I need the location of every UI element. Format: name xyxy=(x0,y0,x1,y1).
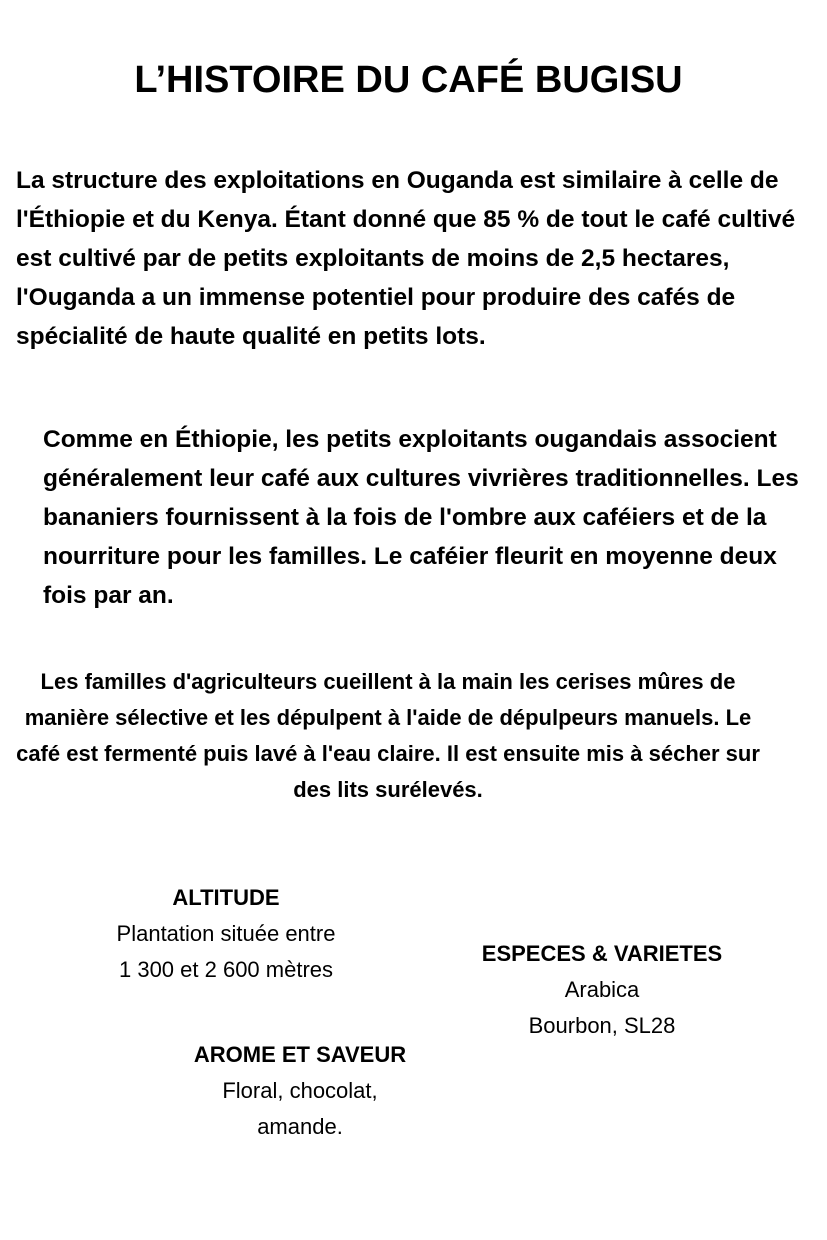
altitude-line-2: 1 300 et 2 600 mètres xyxy=(118,957,334,982)
species-line-1: Arabica xyxy=(564,977,640,1002)
page-title: L’HISTOIRE DU CAFÉ BUGISU xyxy=(134,59,683,101)
species-varieties-heading: ESPECES & VARIETES xyxy=(481,941,723,966)
paragraph-harvest-process: Les familles d'agriculteurs cueillent à la main les cerises mûres de manière sélective et les dépulpent à l'aide de dépulpeurs manuels. Le café est fermenté puis lavé à l'eau claire. Il est ensuite mis à sécher sur des lits surélevés. xyxy=(16,669,760,802)
paragraph-crop-association: Comme en Éthiopie, les petits exploitants ougandais associent généralement leur café aux cultures vivrières traditionnelles. Les bananiers fournissent à la fois de l'ombre aux caféiers et de la nourriture pour les familles. Le caféier fleurit en moyenne deux fois par an. xyxy=(43,426,799,609)
altitude-line-1: Plantation située entre xyxy=(116,921,336,946)
paragraph-farm-structure: La structure des exploitations en Ouganda est similaire à celle de l'Éthiopie et du Kenya. Étant donné que 85 % de tout le café cultivé est cultivé par de petits exploitants de moins de 2,5 hectares, l'Ouganda a un immense potentiel pour produire des cafés de spécialité de haute qualité en petits lots. xyxy=(16,167,796,350)
aroma-line-1: Floral, chocolat, xyxy=(222,1078,378,1103)
aroma-line-2: amande. xyxy=(257,1114,343,1139)
altitude-heading: ALTITUDE xyxy=(172,885,280,910)
altitude-block xyxy=(68,880,384,988)
species-varieties-block xyxy=(452,936,752,1044)
aroma-flavor-block xyxy=(160,1037,440,1145)
aroma-flavor-heading: AROME ET SAVEUR xyxy=(193,1042,407,1067)
species-line-2: Bourbon, SL28 xyxy=(528,1013,676,1038)
